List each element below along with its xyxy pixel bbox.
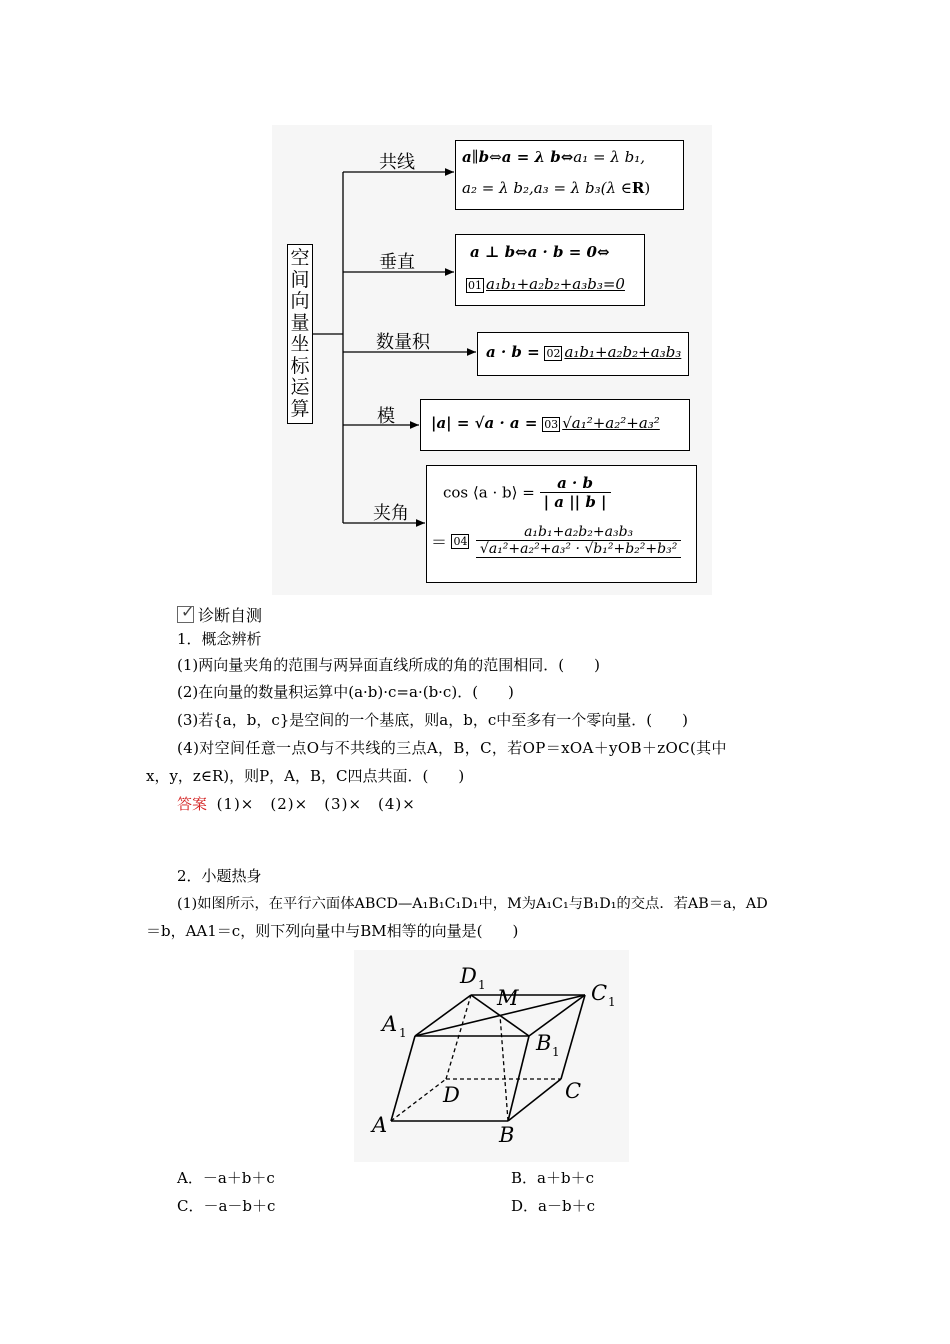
- angle-denominator-2: √a₁²+a₂²+a₃² · √b₁²+b₂²+b₃²: [476, 540, 681, 558]
- dot-product-formula-box: [477, 332, 689, 376]
- concept-item-2: (2)在向量的数量积运算中(a·b)·c=a·(b·c)．( ): [177, 683, 514, 701]
- vertex-label-C: C: [565, 1079, 582, 1103]
- iff-symbol: ⇔: [489, 148, 502, 166]
- vertex-label-D1: D: [460, 964, 477, 988]
- subscript-D1: 1: [478, 978, 486, 992]
- subscript-C1: 1: [608, 995, 616, 1009]
- real-set-R: R: [631, 179, 645, 197]
- branch-label-angle: 夹角: [373, 503, 409, 524]
- branch-label-perpendicular: 垂直: [379, 252, 415, 273]
- magnitude-formula-box: [420, 399, 690, 451]
- vertex-label-M: M: [497, 986, 519, 1010]
- collinear-line-2: [462, 179, 650, 197]
- angle-formula-line-1: [443, 474, 611, 511]
- concept-item-4-cont: x，y，z∈R)，则P，A，B，C四点共面．( ): [146, 767, 465, 785]
- magnitude-lhs: |a| = √a · a =: [431, 414, 538, 432]
- perpendicular-line-2: [466, 275, 625, 293]
- vertex-label-A: A: [372, 1113, 388, 1137]
- self-test-heading-text: 诊断自测: [198, 606, 263, 625]
- question-1-line-1: (1)如图所示，在平行六面体ABCD—A₁B₁C₁D₁中，M为A₁C₁与B₁D₁的交点．若AB＝a，AD: [177, 896, 768, 912]
- vertex-label-B1: B: [536, 1031, 552, 1055]
- vertex-label-D: D: [443, 1083, 460, 1107]
- collinear-formula-box: [455, 140, 684, 210]
- collinear-components-2: a₂ = λ b₂,a₃ = λ b₃(λ ∈: [462, 179, 632, 197]
- vertex-label-B: B: [499, 1123, 515, 1147]
- answer-line: [177, 794, 416, 814]
- angle-denominator-1: | a || b |: [540, 492, 611, 511]
- collinear-line-1: [462, 148, 645, 166]
- section1-title: 1．概念辨析: [177, 630, 262, 648]
- question-1-line-2: ＝b，AA1＝c，则下列向量中与BM相等的向量是( ): [146, 922, 519, 940]
- dot-product-rhs: a₁b₁+a₂b₂+a₃b₃: [564, 343, 682, 361]
- angle-fraction-1: [540, 474, 611, 511]
- blank-tag-04: 04: [453, 534, 468, 548]
- cos-expression: cos ⟨a · b⟩ =: [443, 483, 535, 502]
- blank-tag-02: 02: [546, 347, 561, 360]
- parallelepiped-figure: [354, 950, 629, 1162]
- angle-formula-box: [426, 465, 697, 583]
- option-A[interactable]: A．－a＋b＋c: [177, 1169, 275, 1187]
- blank-tag-03: 03: [544, 418, 559, 431]
- close-paren: ): [644, 179, 651, 197]
- vertex-label-A1: A: [382, 1012, 398, 1036]
- root-label: 空间向量坐标运算: [290, 247, 310, 420]
- collinear-components-1: a₁ = λ b₁,: [573, 148, 645, 166]
- branch-label-collinear: 共线: [379, 152, 415, 173]
- section2-title: 2．小题热身: [177, 867, 262, 885]
- subscript-B1: 1: [552, 1045, 560, 1059]
- angle-formula-line-2: ＝ 04 $\frac{\text{a₁b₁+a₂b₂+a₃b₃}}{\text{√a₁²+a₂²+a₃² · √b₁²+b₂²+b₃²}}$: [431, 524, 681, 558]
- concept-item-4: (4)对空间任意一点O与不共线的三点A，B，C，若OP＝xOA＋yOB＋zOC(其中: [177, 739, 727, 757]
- parallel-symbol: ∥: [471, 148, 479, 166]
- perpendicular-condition: a₁b₁+a₂b₂+a₃b₃=0: [486, 275, 625, 293]
- vector-a: a: [462, 148, 472, 166]
- vertex-label-C1: C: [591, 981, 608, 1005]
- angle-numerator-2: a₁b₁+a₂b₂+a₃b₃: [524, 524, 634, 540]
- option-B[interactable]: B．a＋b＋c: [511, 1169, 594, 1187]
- magnitude-formula: [431, 414, 660, 432]
- collinear-eq: a = λ b⇔: [501, 148, 574, 166]
- angle-numerator-1: a · b: [557, 474, 593, 492]
- concept-item-1: (1)两向量夹角的范围与两异面直线所成的角的范围相同．( ): [177, 656, 600, 674]
- dot-product-lhs: a · b =: [486, 343, 540, 361]
- option-D[interactable]: D．a－b＋c: [511, 1197, 595, 1215]
- vector-b: b: [478, 148, 490, 166]
- dot-product-formula: [486, 343, 681, 361]
- blank-tag-01: 01: [468, 279, 482, 292]
- self-test-heading: [177, 603, 262, 626]
- branch-label-dot-product: 数量积: [376, 332, 430, 353]
- answer-text: (1)× (2)× (3)× (4)×: [216, 795, 416, 813]
- checkbox-icon: ✓: [177, 606, 194, 623]
- perpendicular-formula-box: [455, 234, 645, 306]
- branch-label-magnitude: 模: [377, 406, 395, 427]
- subscript-A1: 1: [399, 1026, 407, 1040]
- answer-label: 答案: [177, 795, 208, 813]
- option-C[interactable]: C．－a－b＋c: [177, 1197, 276, 1215]
- magnitude-rhs: √a₁²+a₂²+a₃²: [562, 414, 660, 432]
- concept-item-3: (3)若{a，b，c}是空间的一个基底，则a，b，c中至多有一个零向量．( ): [177, 711, 688, 729]
- angle-fraction-2: [476, 524, 681, 558]
- perpendicular-line-1: a ⊥ b⇔a · b = 0⇔: [470, 243, 610, 261]
